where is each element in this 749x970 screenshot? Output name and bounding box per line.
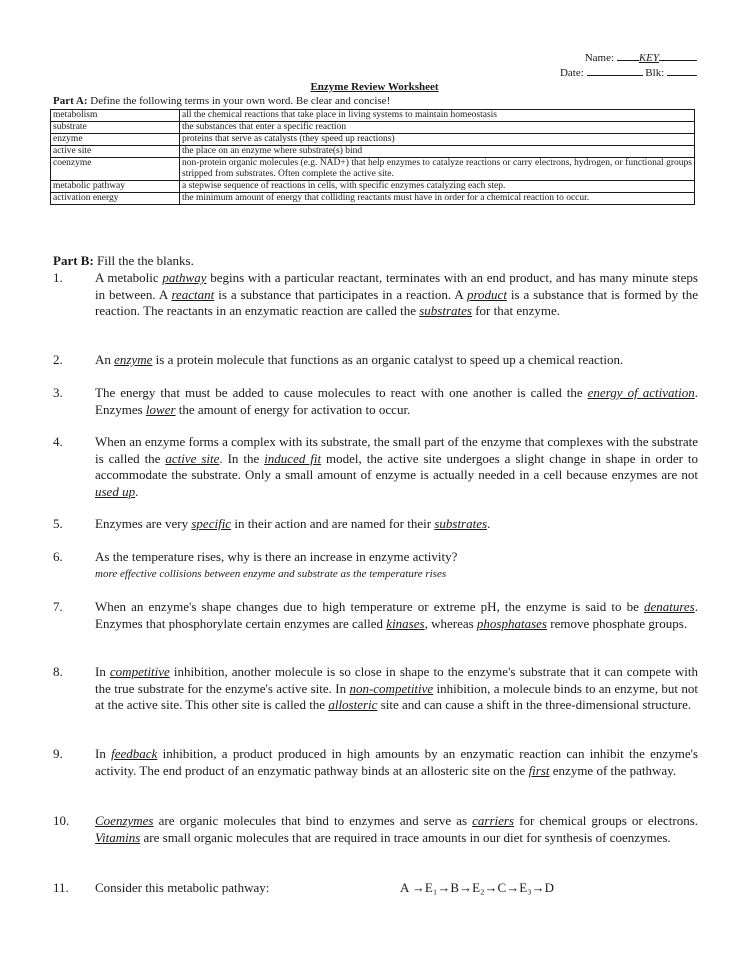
question-text: inhibition, another molecule is so close in shape to the enzyme's substrate that it can compete with the true substrate for the enzyme's active site. In — [95, 664, 698, 696]
answer-blank: reactant — [171, 286, 215, 302]
question-number: 2. — [53, 352, 63, 367]
answer-blank: Coenzymes — [95, 813, 154, 828]
question-text: In — [95, 664, 110, 679]
question-text: . In the — [219, 450, 265, 466]
answer-blank: first — [528, 762, 550, 778]
question-text: . — [135, 483, 139, 499]
question-body — [95, 599, 698, 632]
question-text: Enzymes are very — [95, 516, 192, 531]
question-number: 6. — [53, 549, 63, 564]
answer-blank: substrates — [434, 516, 488, 531]
question-body — [95, 270, 698, 320]
question-body — [95, 549, 698, 582]
question-number: 11. — [53, 880, 69, 895]
definition-cell: the place on an enzyme where substrate(s) bind — [180, 146, 695, 158]
question-text: . — [487, 516, 491, 531]
term-cell: enzyme — [51, 134, 180, 146]
pathway-expression: A →E₁→B→E₂→C→E₃→D — [400, 880, 555, 895]
term-cell: metabolic pathway — [51, 181, 180, 193]
answer-blank: non-competitive — [349, 680, 434, 696]
definition-cell: a stepwise sequence of reactions in cells, with specific enzymes catalyzing each step. — [180, 181, 695, 193]
part-b-text: Fill the the blanks. — [97, 253, 194, 268]
question-text: begins with a particular reactant, terminates with an end product, and has many minute steps in between. A — [95, 270, 698, 302]
name-label: Name: — [584, 52, 615, 64]
question-text: is a substance that is formed by the reaction. The reactants in an enzymatic reaction are called the — [95, 286, 698, 318]
table-row — [51, 110, 695, 122]
question-number: 7. — [53, 599, 63, 614]
definition-cell: the substances that enter a specific reaction — [180, 122, 695, 134]
question-text: The energy that must be added to cause molecules to react with one another is called the — [95, 385, 588, 400]
question-text: is a substance that participates in a reaction. A — [214, 286, 467, 302]
answer-blank: kinases — [386, 615, 425, 631]
question-number: 1. — [53, 270, 63, 285]
term-cell: activation energy — [51, 193, 180, 205]
name-blank-left — [617, 50, 639, 61]
question-number: 10. — [53, 813, 70, 828]
header-block — [560, 50, 697, 80]
question-text: When an enzyme forms a complex with its substrate, the small part of the enzyme that complexes with the substrate is called the — [95, 434, 698, 466]
table-row — [51, 146, 695, 158]
table-row — [51, 193, 695, 205]
question-text: for chemical groups or electrons. — [514, 813, 699, 828]
answer-blank: product — [466, 286, 507, 302]
answer-blank: denatures — [643, 599, 695, 614]
answer-blank: feedback — [111, 746, 158, 761]
question-number: 4. — [53, 434, 63, 449]
name-line — [560, 50, 697, 65]
question-body — [95, 516, 698, 533]
question-text: . Enzymes that phosphorylate certain enzymes are called — [95, 599, 698, 631]
question-text: in their action and are named for their — [231, 516, 435, 531]
answer-blank: substrates — [419, 303, 472, 318]
page-title: Enzyme Review Worksheet — [310, 81, 439, 93]
date-line — [560, 65, 697, 80]
answer-blank: competitive — [109, 664, 170, 679]
question-text: An — [95, 352, 115, 367]
blk-blank — [667, 65, 697, 76]
table-row — [51, 122, 695, 134]
question-text: remove phosphate groups. — [546, 615, 688, 631]
question-text: are small organic molecules that are required in trace amounts in our diet for synthesis of coenzymes. — [140, 829, 671, 845]
date-label: Date: — [559, 67, 584, 79]
answer-blank: active site — [165, 450, 220, 466]
question-body — [95, 385, 698, 418]
question-text: , whereas — [424, 615, 477, 631]
blk-label: Blk: — [645, 67, 665, 79]
question-text: enzyme of the pathway. — [549, 762, 677, 778]
question-text: are organic molecules that bind to enzymes and serve as — [153, 813, 473, 828]
part-b-instructions — [53, 253, 194, 269]
definition-cell: all the chemical reactions that take place in living systems to maintain homeostasis — [180, 110, 695, 122]
question-body — [95, 664, 698, 714]
question-text: As the temperature rises, why is there an increase in enzyme activity? — [95, 549, 458, 564]
part-a-text: Define the following terms in your own word. Be clear and concise! — [90, 95, 391, 107]
term-cell: active site — [51, 146, 180, 158]
question-number: 3. — [53, 385, 63, 400]
question-body — [95, 746, 698, 779]
answer-blank: phosphatases — [476, 615, 547, 631]
part-a-instructions — [53, 95, 390, 107]
term-cell: substrate — [51, 122, 180, 134]
question-number: 8. — [53, 664, 63, 679]
question-text: In — [95, 746, 112, 761]
question-body — [95, 813, 698, 846]
answer-blank: allosteric — [328, 697, 378, 712]
question-body — [95, 352, 698, 369]
definitions-table — [50, 109, 695, 205]
term-cell: metabolism — [51, 110, 180, 122]
table-row — [51, 181, 695, 193]
question-number: 9. — [53, 746, 63, 761]
definition-cell: the minimum amount of energy that colliding reactants must have in order for a chemical reaction to occur. — [180, 193, 695, 205]
answer-blank: used up — [95, 483, 136, 499]
question-body — [95, 880, 698, 897]
answer-blank: induced fit — [264, 450, 322, 466]
question-text: for that enzyme. — [471, 303, 561, 318]
question-text: inhibition, a molecule binds to an enzyme, but not at the active site. This other site is called the — [95, 680, 698, 712]
question-text: A metabolic — [95, 270, 163, 285]
answer-blank: specific — [191, 516, 232, 531]
question-text: is a protein molecule that functions as an organic catalyst to speed up a chemical reaction. — [152, 352, 624, 367]
name-blank-right — [659, 50, 697, 61]
part-b-label: Part B: — [53, 253, 94, 268]
definition-cell: non-protein organic molecules (e.g. NAD+) that help enzymes to catalyze reactions or carry electrons, hydrogen, or functional groups stripped from substrates. Often complete the active site. — [180, 158, 695, 181]
question-text: inhibition, a product produced in high amounts by an enzymatic reaction can inhibit the enzyme's activity. The end product of an enzymatic pathway binds at an allosteric site on the — [95, 746, 698, 778]
date-blank — [587, 65, 643, 76]
term-cell: coenzyme — [51, 158, 180, 181]
question-number: 5. — [53, 516, 63, 531]
part-a-label: Part A: — [53, 95, 88, 107]
answer-blank: Vitamins — [95, 829, 141, 845]
answer-blank: carriers — [472, 813, 515, 828]
table-row — [51, 134, 695, 146]
question-text: model, the active site undergoes a slight change in shape in order to accommodate the substrate. Only a small amount of enzyme is actually needed in a cell because enzymes are not — [95, 450, 698, 482]
written-answer: more effective collisions between enzyme and substrate as the temperature rises — [95, 567, 447, 580]
question-body — [95, 434, 698, 500]
answer-blank: pathway — [162, 270, 207, 285]
question-text: . Enzymes — [95, 385, 698, 417]
name-value: KEY — [638, 52, 659, 64]
question-text: When an enzyme's shape changes due to high temperature or extreme pH, the enzyme is said to be — [95, 599, 644, 614]
question-text: Consider this metabolic pathway: — [95, 880, 270, 895]
answer-blank: lower — [145, 401, 176, 417]
question-text: the amount of energy for activation to occur. — [175, 401, 411, 417]
table-row — [51, 158, 695, 181]
question-text: site and can cause a shift in the three-dimensional structure. — [377, 697, 692, 712]
answer-blank: enzyme — [114, 352, 153, 367]
definition-cell: proteins that serve as catalysts (they speed up reactions) — [180, 134, 695, 146]
answer-blank: energy of activation — [587, 385, 695, 400]
